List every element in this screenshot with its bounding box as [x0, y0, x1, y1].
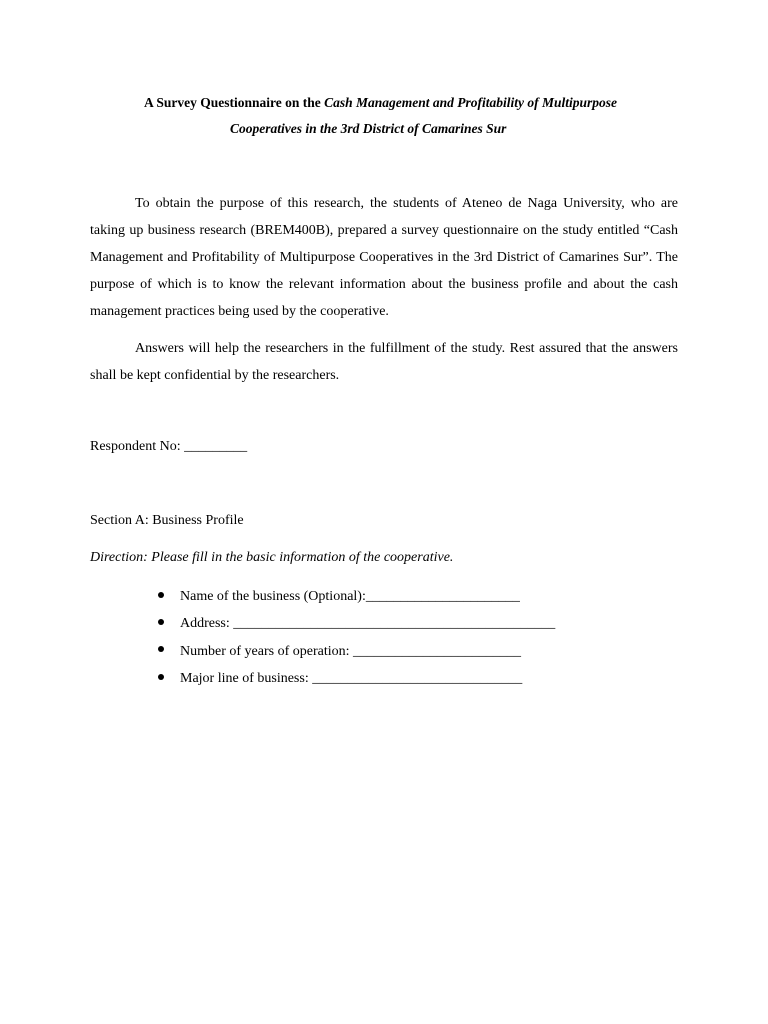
- document-title-line-2: [230, 121, 506, 137]
- major-line-of-business-field[interactable]: Major line of business: ______________________________: [180, 670, 523, 686]
- years-of-operation-field[interactable]: Number of years of operation: ________________________: [180, 643, 521, 659]
- assurance-paragraph: [90, 335, 678, 389]
- bullet-icon: [158, 646, 164, 652]
- bullet-icon: [158, 674, 164, 680]
- list-item[interactable]: [158, 642, 555, 669]
- title-italic-part-2: Cooperatives in the 3rd District of Camarines Sur: [230, 121, 507, 136]
- business-name-field[interactable]: Name of the business (Optional):______________________: [180, 589, 520, 604]
- bullet-icon: [158, 619, 164, 625]
- respondent-number-field[interactable]: Respondent No: _________: [90, 439, 248, 454]
- title-prefix: A Survey Questionnaire on the: [144, 95, 325, 110]
- address-field[interactable]: Address: ______________________________________________: [180, 616, 556, 632]
- list-item[interactable]: [158, 587, 555, 614]
- list-item[interactable]: [158, 614, 555, 641]
- assurance-text: Answers will help the researchers in the fulfillment of the study. Rest assured that the answers shall be kept confidential by the researchers.: [90, 341, 678, 383]
- list-item[interactable]: [158, 669, 555, 696]
- intro-paragraph: [90, 190, 678, 325]
- section-a-direction: Direction: Please fill in the basic information of the cooperative.: [90, 550, 454, 565]
- document-title-line-1: [144, 95, 617, 111]
- bullet-icon: [158, 592, 164, 598]
- title-italic-part-1: Cash Management and Profitability of Multipurpose: [324, 95, 618, 110]
- intro-text: To obtain the purpose of this research, the students of Ateneo de Naga University, who are taking up business research (BREM400B), prepared a survey questionnaire on the study entitled “Cash Management and Profitability of Multipurpose Cooperatives in the 3rd District of Camarines Sur”. The purpose of which is to know the relevant information about the business profile and about the cash management practices being used by the cooperative.: [90, 196, 678, 319]
- section-a-heading: Section A: Business Profile: [90, 513, 244, 528]
- business-profile-fields: [158, 587, 555, 696]
